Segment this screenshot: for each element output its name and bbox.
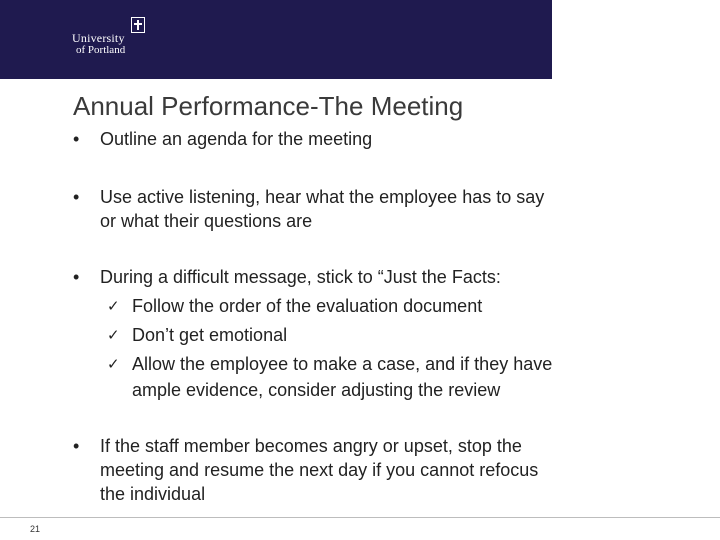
bullet-line: or what their questions are (100, 211, 313, 231)
header-band (0, 0, 552, 79)
page-number: 21 (30, 524, 41, 534)
check-text (132, 293, 632, 319)
checkmark-icon: ✓ (107, 326, 120, 344)
slide-title: Annual Performance-The Meeting (73, 91, 464, 121)
check-text (132, 322, 632, 348)
check-text (132, 351, 632, 403)
bullet-icon: • (73, 436, 80, 456)
check-line: Don’t get emotional (132, 325, 288, 345)
bullet-text (100, 185, 630, 233)
bullet-text (100, 265, 630, 289)
checkmark-icon: ✓ (107, 355, 120, 373)
check-line: ample evidence, consider adjusting the review (132, 380, 501, 400)
university-logo (72, 17, 156, 57)
logo-text-line2: of Portland (76, 44, 126, 56)
bullet-line: Use active listening, hear what the employee has to say (100, 187, 545, 207)
bullet-icon: • (73, 267, 80, 287)
bullet-icon: • (73, 187, 80, 207)
bullet-line: Outline an agenda for the meeting (100, 129, 373, 149)
bullet-icon: • (73, 129, 80, 149)
bullet-text (100, 434, 630, 506)
check-line: Follow the order of the evaluation document (132, 296, 483, 316)
check-line: Allow the employee to make a case, and if they have (132, 354, 553, 374)
logo-text-line1: University (72, 31, 125, 45)
footer-divider (0, 517, 720, 518)
bullet-line: If the staff member becomes angry or upset, stop the (100, 436, 522, 456)
bullet-line: meeting and resume the next day if you cannot refocus (100, 460, 539, 480)
checkmark-icon: ✓ (107, 297, 120, 315)
university-seal-icon (131, 17, 145, 33)
bullet-line: the individual (100, 484, 206, 504)
bullet-line: During a difficult message, stick to “Just the Facts: (100, 267, 501, 287)
bullet-text (100, 127, 630, 151)
